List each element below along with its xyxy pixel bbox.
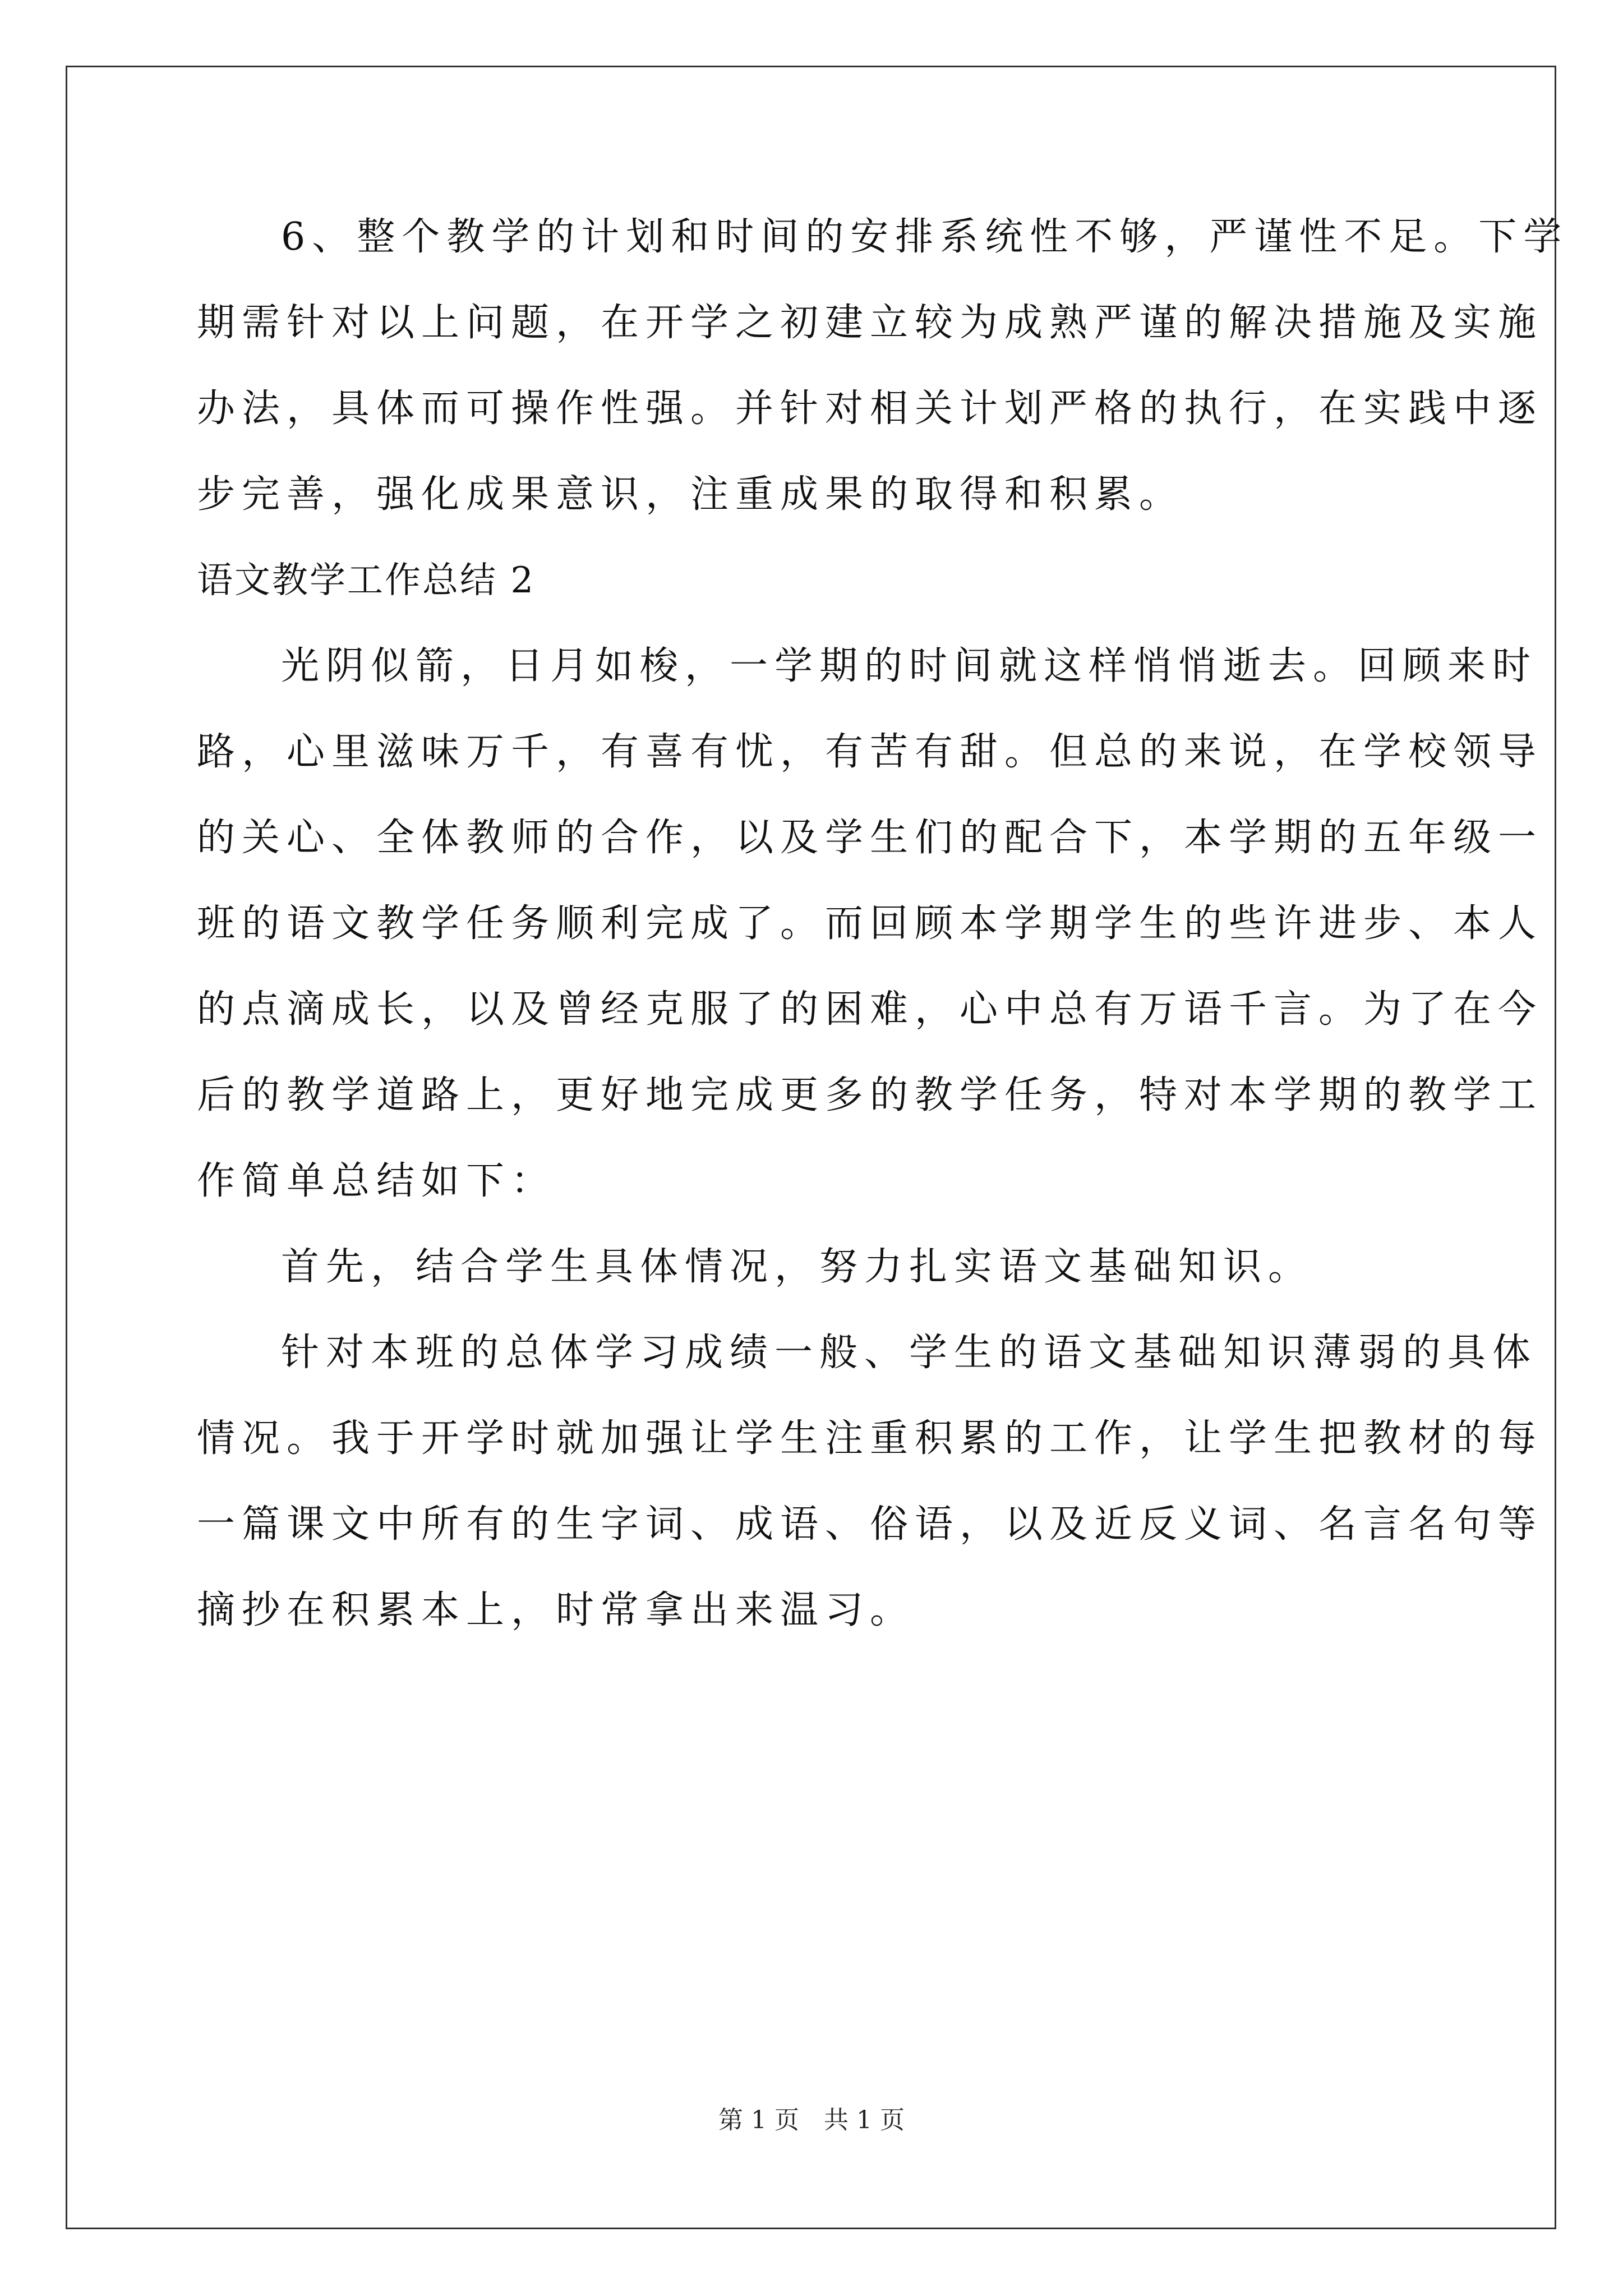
paragraph-1-line-4: 步完善，强化成果意识，注重成果的取得和积累。: [197, 472, 1184, 517]
paragraph-1-line-2: 期需针对以上问题，在开学之初建立较为成熟严谨的解决措施及实施: [197, 301, 1543, 345]
paragraph-3-line-1: 首先，结合学生具体情况，努力扎实语文基础知识。: [281, 1245, 1313, 1289]
paragraph-2-line-5: 的点滴成长，以及曾经克服了的困难，心中总有万语千言。为了在今: [197, 987, 1543, 1032]
paragraph-1-line-1: 6、整个教学的计划和时间的安排系统性不够，严谨性不足。下学: [281, 215, 1569, 259]
paragraph-2-line-6: 后的教学道路上，更好地完成更多的教学任务，特对本学期的教学工: [197, 1073, 1543, 1117]
paragraph-2-line-4: 班的语文教学任务顺利完成了。而回顾本学期学生的些许进步、本人: [197, 901, 1543, 946]
paragraph-1-line-3: 办法，具体而可操作性强。并针对相关计划严格的执行，在实践中逐: [197, 386, 1543, 431]
paragraph-4-line-2: 情况。我于开学时就加强让学生注重积累的工作，让学生把教材的每: [197, 1416, 1543, 1461]
section-title: 语文教学工作总结 2: [197, 560, 536, 601]
page-number-footer: 第 1 页 共 1 页: [718, 2106, 905, 2134]
paragraph-2-line-7: 作简单总结如下：: [197, 1159, 556, 1203]
paragraph-2-line-3: 的关心、全体教师的合作，以及学生们的配合下，本学期的五年级一: [197, 816, 1543, 860]
paragraph-2-line-2: 路，心里滋味万千，有喜有忧，有苦有甜。但总的来说，在学校领导: [197, 730, 1543, 774]
paragraph-4-line-1: 针对本班的总体学习成绩一般、学生的语文基础知识薄弱的具体: [281, 1331, 1538, 1375]
paragraph-2-line-1: 光阴似箭，日月如梭，一学期的时间就这样悄悄逝去。回顾来时: [281, 644, 1538, 688]
paragraph-4-line-4: 摘抄在积累本上，时常拿出来温习。: [197, 1588, 915, 1632]
paragraph-4-line-3: 一篇课文中所有的生字词、成语、俗语，以及近反义词、名言名句等: [197, 1502, 1543, 1547]
